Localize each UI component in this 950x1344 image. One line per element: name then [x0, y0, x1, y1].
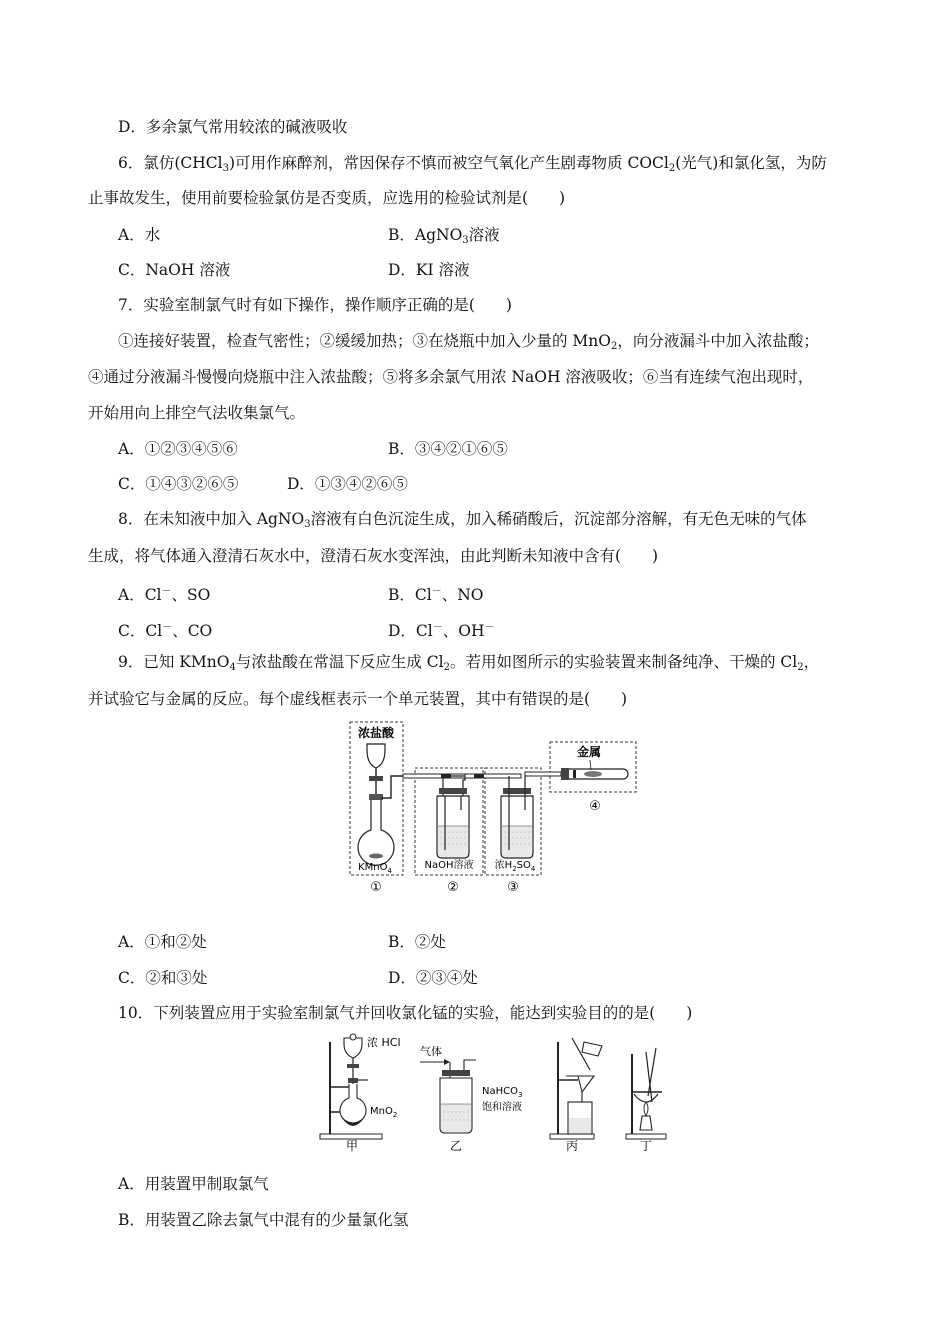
q10-apparatus-figure	[310, 1032, 680, 1154]
q6-option-b: B．AgNO$_3$溶液	[388, 226, 500, 246]
q6-option-a: A．水	[118, 226, 161, 244]
label-mno2: MnO$_2$	[370, 1106, 398, 1119]
q9-stem-line1: 9．已知 KMnO$_4$与浓盐酸在常温下反应生成 $Cl_2$。若用如图所示的实验装置来制备纯净、干燥的 $Cl_2$，	[118, 653, 820, 673]
unit-number-1: ①	[370, 880, 382, 895]
q10-option-b: B．用装置乙除去氯气中混有的少量氯化氢	[118, 1211, 409, 1229]
label-saturated: 饱和溶液	[482, 1102, 522, 1113]
tube-3-4	[525, 772, 561, 776]
label-hcl: 浓盐酸	[357, 726, 395, 740]
separatory-funnel	[367, 744, 385, 768]
q9-option-c: C．②和③处	[118, 969, 208, 987]
q9-option-d: D．②③④处	[388, 969, 478, 987]
q9-apparatus-figure	[345, 718, 645, 898]
q6-stem-line1: 6．氯仿(CHCl$_3$)可用作麻醉剂，常因保存不慎而被空气氧化产生剧毒物质 COCl$_2$(光气)和氯化氢，为防	[118, 154, 827, 174]
q6-option-c: C．NaOH 溶液	[118, 261, 231, 279]
q6-option-d: D．KI 溶液	[388, 261, 470, 279]
apparatus-jia	[320, 1034, 382, 1139]
bottle3-stopper	[503, 788, 531, 794]
label-jia: 甲	[345, 1139, 359, 1153]
flask-stopper	[369, 794, 383, 800]
label-h2so4: 浓$H_2SO_4$	[494, 860, 536, 873]
q10-option-a: A．用装置甲制取氯气	[118, 1175, 269, 1193]
q8-option-a: A．Cl－、SO	[118, 586, 211, 604]
label-gas: 气体	[420, 1045, 442, 1058]
label-nahco3: NaHCO$_3$	[482, 1086, 523, 1099]
q8-stem-line2: 生成，将气体通入澄清石灰水中，澄清石灰水变浑浊，由此判断未知液中含有( )	[88, 547, 659, 565]
q9-option-a: A．①和②处	[118, 933, 207, 951]
metal-sample	[584, 771, 602, 777]
q7-option-c: C．①④③②⑥⑤	[118, 475, 239, 493]
stopcock	[369, 776, 383, 781]
kmno4-solid	[369, 854, 383, 859]
test-tube-stopper	[561, 768, 569, 780]
label-metal: 金属	[576, 745, 602, 759]
label-naoh: NaOH溶液	[424, 860, 474, 871]
q8-stem-line1: 8．在未知液中加入 AgNO$_3$溶液有白色沉淀生成，加入稀硝酸后，沉淀部分溶解，有无色无味的气体	[118, 510, 807, 530]
q8-option-d: D．Cl－、OH－	[388, 622, 495, 640]
q9-stem-line2: 并试验它与金属的反应。每个虚线框表示一个单元装置，其中有错误的是( )	[88, 690, 628, 708]
q7-steps-line3: 开始用向上排空气法收集氯气。	[88, 404, 306, 422]
label-bing: 丙	[565, 1139, 579, 1153]
q10-stem: 10．下列装置应用于实验室制氯气并回收氯化锰的实验，能达到实验目的的是( )	[118, 1004, 693, 1022]
tube-2-3	[465, 774, 521, 778]
unit-number-2: ②	[447, 880, 459, 895]
q5-option-d: D．多余氯气常用较浓的碱液吸收	[118, 118, 348, 136]
q7-option-a: A．①②③④⑤⑥	[118, 440, 238, 458]
bottle2-stopper	[439, 788, 467, 794]
q6-stem-line2: 止事故发生，使用前要检验氯仿是否变质，应选用的检验试剂是( )	[88, 189, 566, 207]
q7-option-b: B．③④②①⑥⑤	[388, 440, 508, 458]
q7-steps-line2: ④通过分液漏斗慢慢向烧瓶中注入浓盐酸；⑤将多余氯气用浓 NaOH 溶液吸收；⑥当有连续气泡出现时，	[88, 368, 814, 386]
apparatus-bing	[550, 1038, 602, 1139]
unit-number-4: ④	[589, 799, 601, 814]
q8-option-c: C．Cl－、CO	[118, 622, 213, 640]
q7-stem: 7．实验室制氯气时有如下操作，操作顺序正确的是( )	[118, 296, 512, 314]
apparatus-ding	[626, 1048, 666, 1139]
q7-steps-line1: ①连接好装置，检查气密性；②缓缓加热；③在烧瓶中加入少量的 MnO$_2$，向分液漏斗中加入浓盐酸；	[118, 332, 819, 352]
label-ding: 丁	[639, 1139, 653, 1153]
q8-option-b: B．Cl－、NO	[388, 586, 484, 604]
q9-option-b: B．②处	[388, 933, 446, 951]
label-yi: 乙	[449, 1139, 463, 1153]
unit-number-3: ③	[507, 880, 519, 895]
label-kmno4: KMnO$_4$	[358, 862, 392, 875]
label-conc-hcl: 浓 HCl	[367, 1036, 401, 1049]
q7-option-d: D．①③④②⑥⑤	[287, 475, 408, 493]
apparatus-yi	[420, 1044, 476, 1133]
